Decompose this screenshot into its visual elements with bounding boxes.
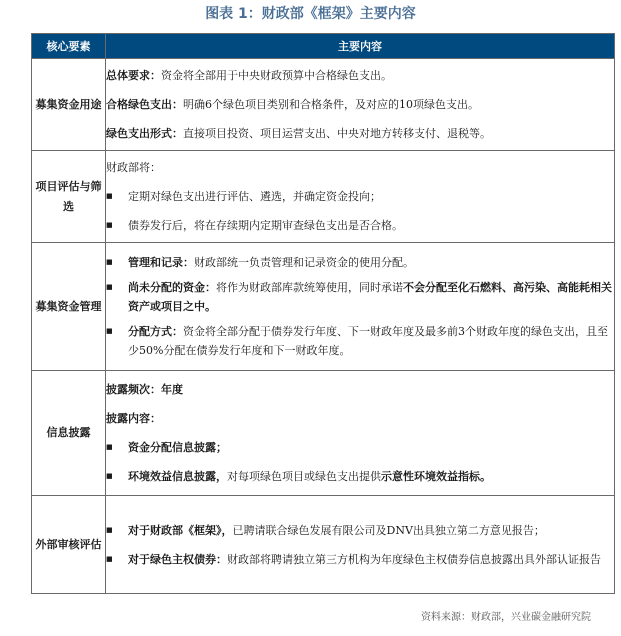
table-row [32, 496, 615, 594]
intro-text: 财政部将： [106, 161, 161, 174]
list-item: ■ 环境效益信息披露，对每项绿色项目或绿色支出提供示意性环境效益指标。 [106, 467, 614, 486]
bullet-icon: ■ [106, 525, 113, 534]
bullet-icon: ■ [106, 554, 113, 563]
bullet-icon: ■ [106, 258, 113, 266]
row-key-fund-management: 募集资金管理 [32, 243, 106, 371]
bullet-icon: ■ [106, 443, 113, 451]
disclosure-frequency: 披露频次：年度 [106, 383, 183, 396]
row-key-external-review: 外部审核评估 [32, 496, 106, 594]
item-label: 合格绿色支出： [106, 98, 183, 111]
bullet-icon: ■ [106, 192, 113, 200]
list-item: ■ 分配方式：资金将全部分配于债券发行年度、下一财政年度及最多前3个财政年度的绿色支出，且至少50%分配在债券发行年度和下一财政年度。 [106, 322, 614, 360]
list-item: ■ 管理和记录：财政部统一负责管理和记录资金的使用分配。 [106, 253, 614, 272]
item-label: 绿色支出形式： [106, 127, 183, 140]
list-item: ■ 债券发行后，将在存续期内定期审查绿色支出是否合格。 [106, 216, 614, 235]
bullet-icon: ■ [106, 221, 113, 229]
list-item: ■ 资金分配信息披露； [106, 438, 614, 457]
row-content-fund-use [106, 59, 615, 151]
list-item: ■ 对于绿色主权债券：财政部将聘请独立第三方机构为年度绿色主权债券信息披露出具外部认证报告 [106, 550, 614, 569]
row-content-project-evaluation [106, 151, 615, 243]
bullet-icon: ■ [106, 327, 113, 335]
item-text: 直接项目投资、项目运营支出、中央对地方转移支付、退税等。 [183, 127, 491, 140]
bullet-icon: ■ [106, 472, 113, 480]
header-main-content: 主要内容 [106, 34, 615, 59]
list-item: ■ 定期对绿色支出进行评估、遴选，并确定资金投向； [106, 187, 614, 206]
item-text: 资金将全部用于中央财政预算中合格绿色支出。 [161, 69, 392, 82]
table-row [32, 59, 615, 151]
row-key-disclosure: 信息披露 [32, 371, 106, 496]
row-content-external-review [106, 496, 615, 594]
bullet-icon: ■ [106, 283, 113, 291]
table-row [32, 151, 615, 243]
disclosure-content-label: 披露内容： [106, 412, 161, 425]
row-key-project-evaluation: 项目评估与筛选 [32, 151, 106, 243]
row-key-fund-use: 募集资金用途 [32, 59, 106, 151]
framework-table [31, 33, 615, 594]
item-label: 总体要求： [106, 69, 161, 82]
source-note: 资料来源：财政部，兴业碳金融研究院 [421, 612, 591, 623]
list-item: ■ 尚未分配的资金：将作为财政部库款统筹使用，同时承诺不会分配至化石燃料、高污染、高能耗相关资产或项目之中。 [106, 278, 614, 316]
table-row [32, 243, 615, 371]
table-header-row [32, 34, 615, 59]
item-text: 明确6个绿色项目类别和合格条件，及对应的10项绿色支出。 [183, 98, 479, 111]
row-content-fund-management [106, 243, 615, 371]
table-row [32, 371, 615, 496]
header-core-elements: 核心要素 [32, 34, 106, 59]
figure-title: 图表 1：财政部《框架》主要内容 [205, 6, 416, 22]
row-content-disclosure [106, 371, 615, 496]
list-item: ■ 对于财政部《框架》，已聘请联合绿色发展有限公司及DNV出具独立第二方意见报告； [106, 521, 614, 540]
